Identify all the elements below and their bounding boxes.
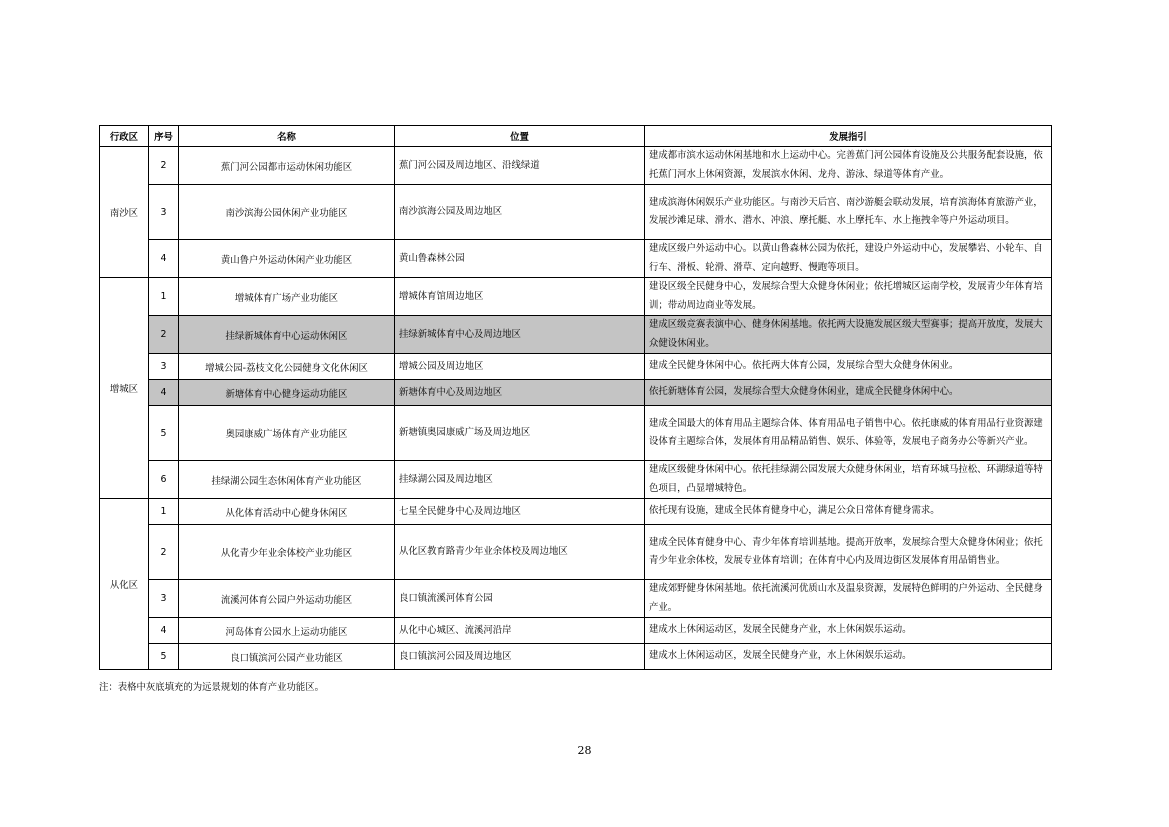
row-number: 3 xyxy=(149,580,179,618)
table-row xyxy=(100,147,1052,185)
row-name: 蕉门河公园都市运动休闲功能区 xyxy=(179,147,395,185)
row-number: 5 xyxy=(149,644,179,670)
row-number: 3 xyxy=(149,354,179,380)
row-location: 良口镇滨河公园及周边地区 xyxy=(395,644,645,670)
row-name: 良口镇滨河公园产业功能区 xyxy=(179,644,395,670)
district-cell: 从化区 xyxy=(100,499,149,670)
table-row xyxy=(100,354,1052,380)
row-location: 新塘体育中心及周边地区 xyxy=(395,380,645,406)
row-guidance: 建成滨海休闲娱乐产业功能区。与南沙天后宫、南沙游艇会联动发展，培育滨海体育旅游产业，发展沙滩足球、滑水、潜水、冲浪、摩托艇、水上摩托车、水上拖拽伞等户外运动项目。 xyxy=(645,185,1052,240)
row-location: 黄山鲁森林公园 xyxy=(395,240,645,278)
row-number: 1 xyxy=(149,278,179,316)
row-name: 新塘体育中心健身运动功能区 xyxy=(179,380,395,406)
row-guidance: 建成水上休闲运动区，发展全民健身产业，水上休闲娱乐运动。 xyxy=(645,644,1052,670)
row-guidance: 建成水上休闲运动区，发展全民健身产业，水上休闲娱乐运动。 xyxy=(645,618,1052,644)
planning-table xyxy=(99,125,1052,670)
row-location: 蕉门河公园及周边地区、沿线绿道 xyxy=(395,147,645,185)
header-district: 行政区 xyxy=(100,126,149,147)
row-guidance: 建成全国最大的体育用品主题综合体、体育用品电子销售中心。依托康威的体育用品行业资源建设体育主题综合体，发展体育用品精品销售、娱乐、体验等，发展电子商务办公等新兴产业。 xyxy=(645,406,1052,461)
table-row xyxy=(100,240,1052,278)
table-row-shaded xyxy=(100,316,1052,354)
row-number: 4 xyxy=(149,380,179,406)
row-name: 南沙滨海公园休闲产业功能区 xyxy=(179,185,395,240)
row-name: 挂绿新城体育中心运动休闲区 xyxy=(179,316,395,354)
table-header-row xyxy=(100,126,1052,147)
row-number: 4 xyxy=(149,618,179,644)
row-name: 流溪河体育公园户外运动功能区 xyxy=(179,580,395,618)
table-row xyxy=(100,499,1052,525)
row-guidance: 建成都市滨水运动休闲基地和水上运动中心。完善蕉门河公园体育设施及公共服务配套设施，依托蕉门河水上休闲资源，发展滨水休闲、龙舟、游泳、绿道等体育产业。 xyxy=(645,147,1052,185)
row-name: 从化青少年业余体校产业功能区 xyxy=(179,525,395,580)
row-number: 2 xyxy=(149,147,179,185)
table-row-shaded xyxy=(100,380,1052,406)
row-number: 4 xyxy=(149,240,179,278)
district-cell: 南沙区 xyxy=(100,147,149,278)
row-number: 2 xyxy=(149,525,179,580)
row-number: 2 xyxy=(149,316,179,354)
row-guidance: 建成区级健身休闲中心。依托挂绿湖公园发展大众健身休闲业，培育环城马拉松、环湖绿道等特色项目，凸显增城特色。 xyxy=(645,461,1052,499)
row-name: 从化体育活动中心健身休闲区 xyxy=(179,499,395,525)
row-guidance: 建设区级全民健身中心，发展综合型大众健身休闲业；依托增城区运南学校，发展青少年体育培训；带动周边商业等发展。 xyxy=(645,278,1052,316)
row-guidance: 建成郊野健身休闲基地。依托流溪河优质山水及温泉资源，发展特色鲜明的户外运动、全民健身产业。 xyxy=(645,580,1052,618)
row-guidance: 建成区级户外运动中心。以黄山鲁森林公园为依托，建设户外运动中心，发展攀岩、小轮车、自行车、滑板、轮滑、滑草、定向越野、慢跑等项目。 xyxy=(645,240,1052,278)
row-name: 河岛体育公园水上运动功能区 xyxy=(179,618,395,644)
row-location: 从化区教育路青少年业余体校及周边地区 xyxy=(395,525,645,580)
row-number: 1 xyxy=(149,499,179,525)
row-location: 良口镇流溪河体育公园 xyxy=(395,580,645,618)
row-location: 增城体育馆周边地区 xyxy=(395,278,645,316)
row-location: 七星全民健身中心及周边地区 xyxy=(395,499,645,525)
row-name: 黄山鲁户外运动休闲产业功能区 xyxy=(179,240,395,278)
header-name: 名称 xyxy=(179,126,395,147)
row-name: 挂绿湖公园生态休闲体育产业功能区 xyxy=(179,461,395,499)
table-row xyxy=(100,644,1052,670)
header-guidance: 发展指引 xyxy=(645,126,1052,147)
row-guidance: 建成全民健身休闲中心。依托两大体育公园，发展综合型大众健身休闲业。 xyxy=(645,354,1052,380)
page-number: 28 xyxy=(577,744,592,757)
table-row xyxy=(100,406,1052,461)
row-guidance: 依托现有设施，建成全民体育健身中心，满足公众日常体育健身需求。 xyxy=(645,499,1052,525)
row-guidance: 建成区级竞赛表演中心、健身休闲基地。依托两大设施发展区级大型赛事；提高开放度，发展大众健设休闲业。 xyxy=(645,316,1052,354)
row-location: 增城公园及周边地区 xyxy=(395,354,645,380)
header-number: 序号 xyxy=(149,126,179,147)
table-row xyxy=(100,461,1052,499)
table-row xyxy=(100,185,1052,240)
row-location: 从化中心城区、流溪河沿岸 xyxy=(395,618,645,644)
row-number: 3 xyxy=(149,185,179,240)
row-name: 奥园康威广场体育产业功能区 xyxy=(179,406,395,461)
header-location: 位置 xyxy=(395,126,645,147)
table-note: 注：表格中灰底填充的为远景规划的体育产业功能区。 xyxy=(99,682,325,693)
table-row xyxy=(100,618,1052,644)
row-guidance: 建成全民体育健身中心、青少年体育培训基地。提高开放率，发展综合型大众健身休闲业；依托青少年业余体校，发展专业体育培训；在体育中心内及周边街区发展体育用品销售业。 xyxy=(645,525,1052,580)
table-row xyxy=(100,525,1052,580)
row-number: 6 xyxy=(149,461,179,499)
row-location: 新塘镇奥园康威广场及周边地区 xyxy=(395,406,645,461)
row-name: 增城公园-荔枝文化公园健身文化休闲区 xyxy=(179,354,395,380)
row-name: 增城体育广场产业功能区 xyxy=(179,278,395,316)
table-row xyxy=(100,278,1052,316)
row-location: 挂绿新城体育中心及周边地区 xyxy=(395,316,645,354)
table-row xyxy=(100,580,1052,618)
row-number: 5 xyxy=(149,406,179,461)
row-guidance: 依托新塘体育公园，发展综合型大众健身休闲业，建成全民健身休闲中心。 xyxy=(645,380,1052,406)
row-location: 挂绿湖公园及周边地区 xyxy=(395,461,645,499)
row-location: 南沙滨海公园及周边地区 xyxy=(395,185,645,240)
district-cell: 增城区 xyxy=(100,278,149,499)
